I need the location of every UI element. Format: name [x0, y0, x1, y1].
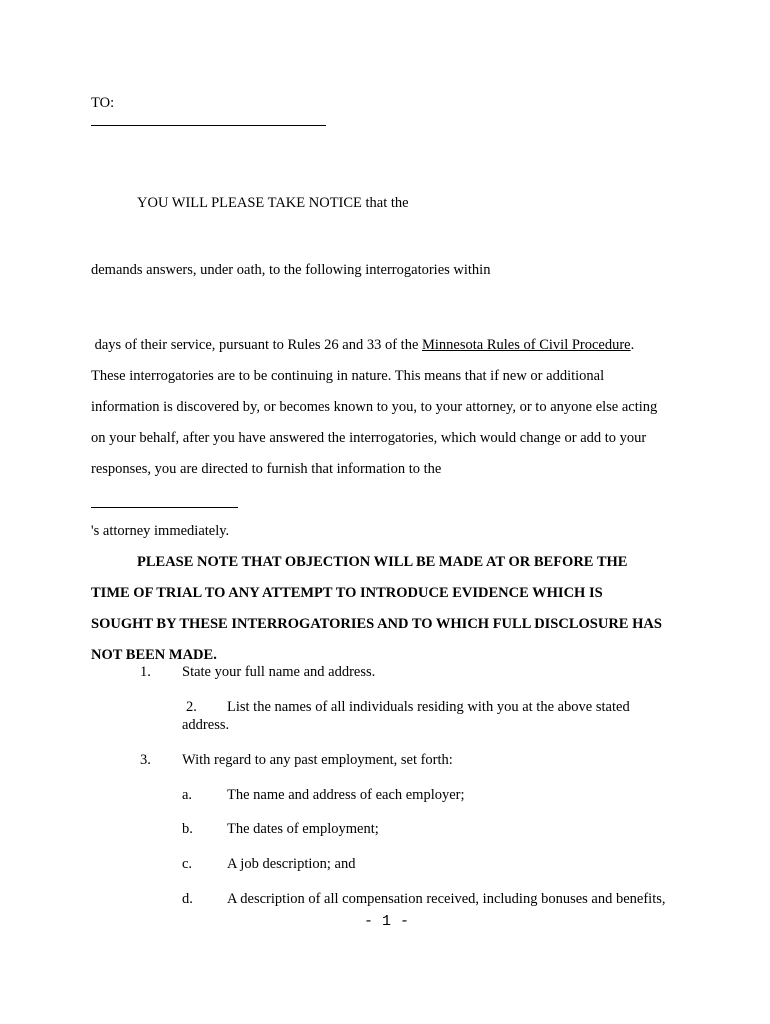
notice-intro: YOU WILL PLEASE TAKE NOTICE that the: [137, 195, 409, 211]
rules-title: Minnesota Rules of Civil Procedure: [422, 337, 631, 353]
notice-line-2: information is discovered by, or becomes known to you, to your attorney, or to anyone else acting: [91, 399, 658, 415]
recipient-blank-line: [91, 125, 326, 126]
notice-demands: demands answers, under oath, to the following interrogatories within: [91, 262, 491, 278]
interrogatory-2-text: List the names of all individuals residing with you at the above stated: [227, 699, 630, 715]
page-number: - 1 -: [364, 913, 410, 930]
attorney-line: 's attorney immediately.: [91, 523, 230, 539]
objection-line-1: PLEASE NOTE THAT OBJECTION WILL BE MADE AT OR BEFORE THE: [137, 554, 628, 570]
objection-line-2: TIME OF TRIAL TO ANY ATTEMPT TO INTRODUCE EVIDENCE WHICH IS: [91, 585, 603, 601]
party-blank-line: [91, 507, 238, 508]
notice-line-4: responses, you are directed to furnish that information to the: [91, 461, 442, 477]
interrogatory-1-text: State your full name and address.: [182, 664, 376, 680]
subitem-d-letter: d.: [182, 891, 193, 907]
notice-line-1: These interrogatories are to be continuing in nature. This means that if new or additional: [91, 368, 605, 384]
notice-days-line: [91, 338, 634, 353]
to-label: TO:: [91, 95, 115, 111]
objection-line-4: NOT BEEN MADE.: [91, 647, 217, 663]
subitem-c-letter: c.: [182, 856, 193, 872]
interrogatory-1-number: 1.: [140, 664, 151, 680]
interrogatory-2-number: 2.: [186, 699, 197, 715]
days-prefix: days of their service, pursuant to Rules 26 and 33 of the: [91, 337, 423, 353]
interrogatory-3-number: 3.: [140, 752, 151, 768]
notice-line-3: on your behalf, after you have answered the interrogatories, which would change or add to your: [91, 430, 647, 446]
subitem-d-text: A description of all compensation received, including bonuses and benefits,: [227, 891, 666, 907]
interrogatory-3-text: With regard to any past employment, set forth:: [182, 752, 453, 768]
interrogatory-2-text-cont: address.: [182, 717, 230, 733]
subitem-b-letter: b.: [182, 821, 193, 837]
subitem-a-letter: a.: [182, 787, 193, 803]
subitem-a-text: The name and address of each employer;: [227, 787, 465, 803]
objection-line-3: SOUGHT BY THESE INTERROGATORIES AND TO WHICH FULL DISCLOSURE HAS: [91, 616, 662, 632]
subitem-c-text: A job description; and: [227, 856, 356, 872]
days-suffix: .: [630, 337, 635, 353]
subitem-b-text: The dates of employment;: [227, 821, 379, 837]
